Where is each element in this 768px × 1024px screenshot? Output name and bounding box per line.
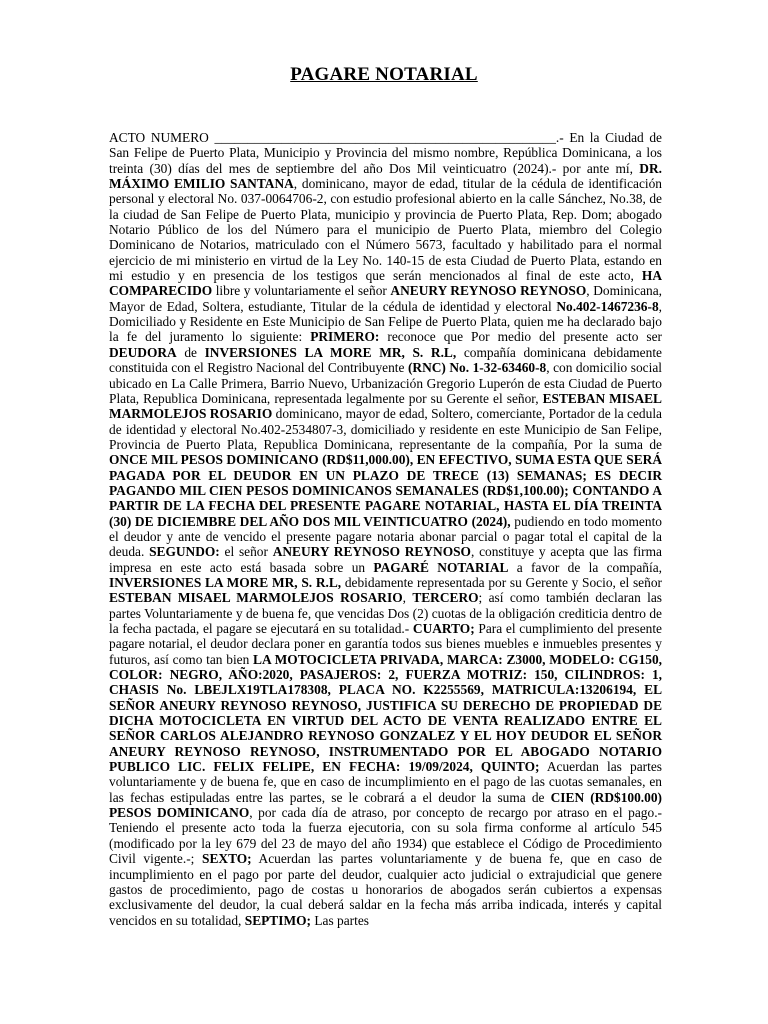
bold-text-run: SEPTIMO; (244, 912, 311, 928)
text-run: Las partes (310, 912, 369, 928)
text-run: , dominicano, mayor de edad, titular de la cédula de identificación personal y electoral No. 037-0064706-2, con estudio profesional abierto en la calle Sánchez, No.38, de la ciudad de San Felipe de Puerto Plata, municipio y provincia de Puerto Plata, Rep. Dom; abogado Notario Público de los del Número para el municipio de Puerto Plata, miembro del Colegio Dominicano de Notarios, matriculado con el Número 5673, facultado y habilitado para el normal ejercicio de mi ministerio en virtud de la Ley No. 140-15 de esta Ciudad de Puerto Plata, estando en mi estudio y en presencia de los testigos que serán mencionados al final de este acto, (109, 176, 663, 284)
bold-text-run: PRIMERO: (310, 329, 380, 345)
text-run: Para el cumplimiento del presente pagare notarial, el deudor declara poner en garantía todos sus bienes muebles e inmuebles presentes y futuros, así como tan bien (109, 621, 662, 667)
text-run: dominicano, mayor de edad, Soltero, comerciante, Portador de la cedula de identidad y electoral No.402-2534807-3, domiciliado y residente en este Municipio de San Felipe, Provincia de Puerto Plata, Republica Dominicana, representante de la compañía, Por la suma de (109, 406, 662, 452)
bold-text-run: No.402-1467236-8 (556, 298, 659, 314)
bold-text-run: ANEURY REYNOSO REYNOSO (272, 544, 471, 560)
text-run: libre y voluntariamente el señor (212, 283, 391, 299)
bold-text-run: ANEURY REYNOSO REYNOSO (390, 283, 587, 299)
text-run: ; así como también declaran las partes Voluntariamente y de buena fe, que vencidas Dos (2) cuotas de la obligación crediticia dentro de la fecha pactada, el pagare se ejecutará en su totalidad.- (109, 590, 662, 636)
bold-text-run: INVERSIONES LA MORE MR, S. R.L, (109, 574, 342, 590)
text-run: ACTO NUMERO ___________________________________________________.- En la Ciudad de San Felipe de Puerto Plata, Municipio y Provincia del mismo nombre, República Dominicana, a los treinta (30) días del mes de septiembre del año Dos Mil veinticuatro (2024).- por ante mí, (109, 130, 662, 176)
bold-text-run: SEXTO; (202, 851, 252, 867)
bold-text-run: ESTEBAN MISAEL MARMOLEJOS ROSARIO (109, 590, 403, 606)
bold-text-run: TERCERO (412, 590, 479, 606)
text-run: , con domicilio social ubicado en La Calle Primera, Barrio Nuevo, Urbanización Gregorio Luperón de esta Ciudad de Puerto Plata, Republica Dominicana, representada legalmente por su Gerente el señor, (109, 360, 662, 406)
bold-text-run: DR. MÁXIMO EMILIO SANTANA (109, 160, 662, 192)
text-run: compañía dominicana debidamente constituida con el Registro Nacional del Contribuyente (109, 344, 662, 376)
bold-text-run: (RNC) No. 1-32-63460-8 (407, 360, 547, 376)
text-run: , Domiciliado y Residente en Este Municipio de San Felipe de Puerto Plata, quien me ha declarado bajo la fe del juramento lo siguiente: (109, 298, 662, 345)
bold-text-run: HA COMPARECIDO (109, 268, 662, 299)
document-title: PAGARE NOTARIAL (290, 64, 478, 85)
text-run: , por cada día de atraso, por concepto de recargo por atraso en el pago.- Teniendo el presente acto toda la fuerza ejecutoria, con su sola firma conforme al artículo 545 (modificado por la ley 679 del 23 de mayo del año 1934) que establece el Código de Procedimiento Civil vigente.-; (109, 805, 663, 867)
text-run: Acuerdan las partes voluntariamente y de buena fe, que en caso de incumplimiento en el pago por parte del deudor, cualquier acto judicial o extrajudicial que genere gastos de procedimiento, pago de costas u honorarios de abogados serán cubiertos a expensas exclusivamente del deudor, la cual deberá saldar en la fecha más arriba indicada, interés y capital vencidos en su totalidad, (109, 851, 662, 928)
document-body (109, 130, 662, 928)
bold-text-run: ONCE MIL PESOS DOMINICANO (RD$11,000.00), EN EFECTIVO, SUMA ESTA QUE SERÁ PAGADA POR EL DEUDOR EN UN PLAZO DE TRECE (13) SEMANAS; ES DECIR PAGANDO MIL CIEN PESOS DOMINICANOS SEMANALES (RD$1,100.00); CONTANDO A PARTIR DE LA FECHA DEL PRESENTE PAGARE NOTARIAL, HASTA EL DÍA TREINTA (30) DE DICIEMBRE DEL AÑO DOS MIL VEINTICUATRO (2024), (109, 452, 662, 529)
bold-text-run: CIEN (RD$100.00) PESOS DOMINICANO (109, 789, 663, 821)
text-run: Acuerdan las partes voluntariamente y de buena fe, que en caso de incumplimiento en el pago de las cuotas semanales, en las fechas estipuladas entre las partes, se le cobrará a el deudor la suma de (109, 759, 662, 805)
bold-text-run: CUARTO; (412, 621, 475, 636)
bold-text-run: DEUDORA (109, 344, 177, 360)
text-run: reconoce que Por medio del presente acto ser (379, 329, 662, 345)
text-run: , (402, 590, 413, 606)
bold-text-run: INVERSIONES LA MORE MR, S. R.L, (204, 344, 457, 360)
text-run: , Dominicana, Mayor de Edad, Soltera, estudiante, Titular de la cédula de identidad y electoral (109, 283, 662, 314)
text-run: a favor de la compañía, (508, 559, 662, 575)
text-run: pudiendo en todo momento el deudor y ante de vencido el presente pagare notaria abonar parcial o pagar total el capital de la deuda. (109, 513, 662, 560)
text-run: debidamente representada por su Gerente y Socio, el señor (341, 574, 662, 590)
text-run: el señor (219, 544, 273, 560)
text-run: de (176, 344, 205, 360)
bold-text-run: ESTEBAN MISAEL MARMOLEJOS ROSARIO (109, 390, 662, 422)
bold-text-run: LA MOTOCICLETA PRIVADA, MARCA: Z3000, MODELO: CG150, COLOR: NEGRO, AÑO:2020, PASAJEROS: 2, FUERZA MOTRIZ: 150, CILINDROS: 1, CHASIS No. LBEJLX19TLA178308, PLACA NO. K2255569, MATRICULA:13206194, EL SEÑOR ANEURY REYNOSO REYNOSO, JUSTIFICA SU DERECHO DE PROPIEDAD DE DICHA MOTOCICLETA EN VIRTUD DEL ACTO DE VENTA REALIZADO ENTRE EL SEÑOR CARLOS ALEJANDRO REYNOSO GONZALEZ Y EL HOY DEUDOR EL SEÑOR ANEURY REYNOSO REYNOSO, INSTRUMENTADO POR EL ABOGADO NOTARIO PUBLICO LIC. FELIX FELIPE, EN FECHA: 19/09/2024, QUINTO; (109, 651, 662, 775)
bold-text-run: PAGARÉ NOTARIAL (373, 559, 509, 575)
text-run: , constituye y acepta que las firma impresa en este acto está basada sobre un (109, 544, 662, 575)
bold-text-run: SEGUNDO: (149, 544, 220, 560)
